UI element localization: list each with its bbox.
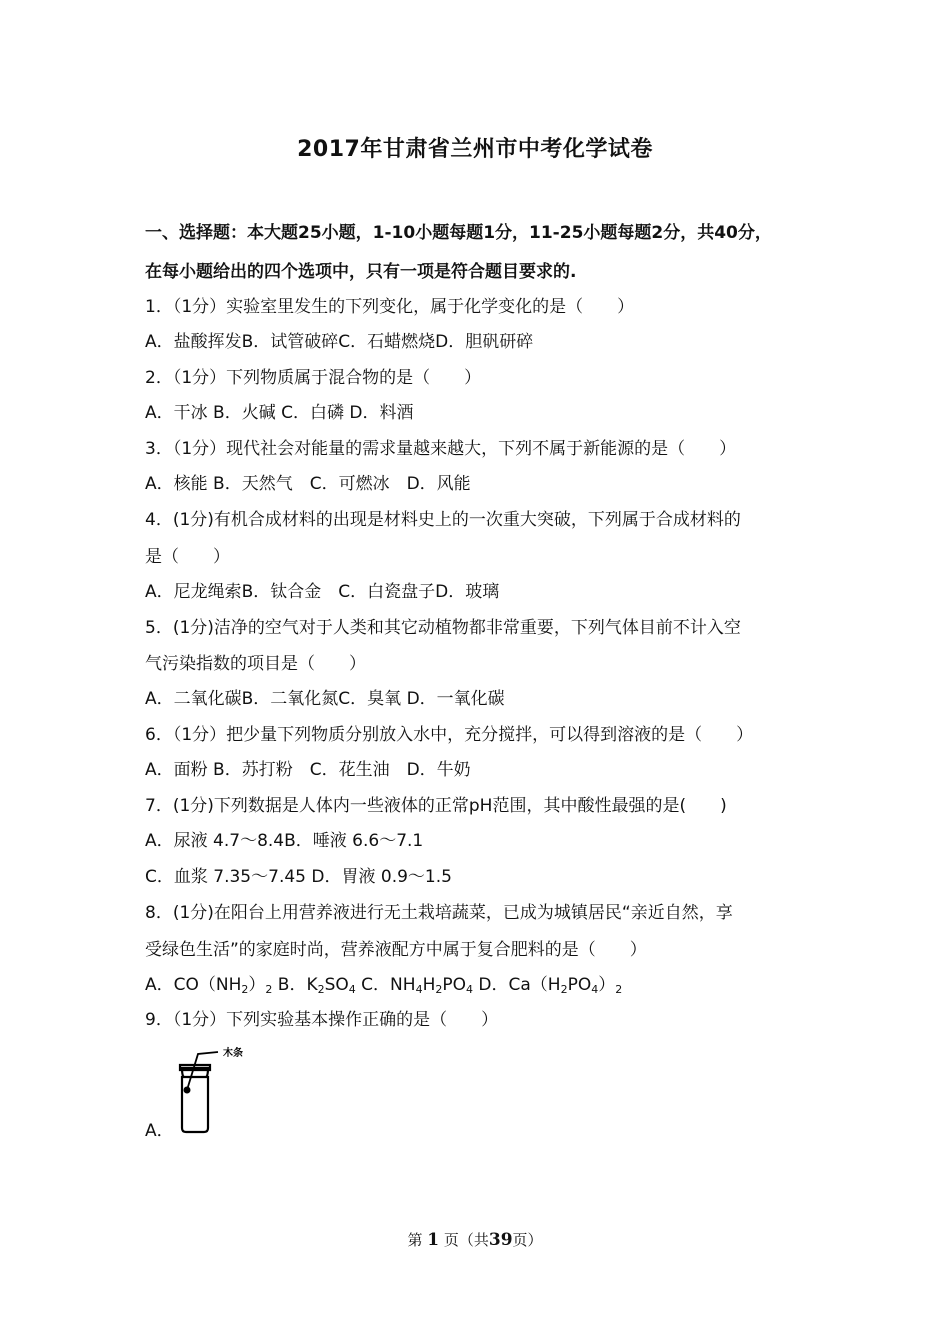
question-7-options-1: A．尿液 4.7～8.4B．唾液 6.6～7.1 bbox=[145, 831, 424, 851]
gas-bottle-figure bbox=[170, 1040, 260, 1140]
figure-label: 木条 bbox=[223, 1048, 243, 1059]
footer-prefix: 第 bbox=[407, 1231, 423, 1249]
question-5-line-2: 气污染指数的项目是（ ） bbox=[145, 654, 366, 674]
footer-suffix: 页） bbox=[512, 1231, 543, 1249]
question-7: 7．(1分)下列数据是人体内一些液体的正常pH范围，其中酸性最强的是( ) bbox=[145, 796, 727, 816]
section-heading-line-2: 在每小题给出的四个选项中，只有一项是符合题目要求的. bbox=[145, 262, 577, 282]
footer-middle: 页（共 bbox=[443, 1231, 489, 1249]
subscript: 2 bbox=[317, 983, 325, 996]
section-heading-line-1: 一、选择题：本大题25小题，1-10小题每题1分，11-25小题每题2分，共40分， bbox=[145, 223, 772, 243]
subscript: 2 bbox=[435, 983, 443, 996]
question-9: 9．（1分）下列实验基本操作正确的是（ ） bbox=[145, 1010, 499, 1030]
question-5-options: A．二氧化碳B．二氧化氮C．臭氧 D．一氧化碳 bbox=[145, 689, 505, 709]
question-4-options: A．尼龙绳索B．钛合金 C．白瓷盘子D．玻璃 bbox=[145, 582, 500, 602]
page-footer bbox=[0, 1229, 950, 1250]
option-d-text: D．Ca（H bbox=[473, 975, 561, 995]
subscript: 2 bbox=[615, 983, 623, 996]
question-5-line-1: 5．(1分)洁净的空气对于人类和其它动植物都非常重要，下列气体目前不计入空 bbox=[145, 618, 741, 638]
subscript: 4 bbox=[466, 983, 473, 996]
question-7-options-2: C．血浆 7.35～7.45 D．胃液 0.9～1.5 bbox=[145, 867, 452, 887]
subscript: 4 bbox=[348, 983, 356, 996]
question-8-options bbox=[145, 974, 622, 996]
question-2-options: A．干冰 B．火碱 C．白磷 D．料酒 bbox=[145, 403, 414, 423]
option-c-mid-1: H bbox=[422, 975, 436, 995]
footer-total-pages: 39 bbox=[488, 1230, 513, 1250]
page-title: 2017年甘肃省兰州市中考化学试卷 bbox=[297, 137, 653, 162]
question-9-option-a: A． bbox=[145, 1121, 174, 1141]
option-d-close: ） bbox=[598, 975, 616, 995]
question-8-line-1: 8．(1分)在阳台上用营养液进行无土栽培蔬菜，已成为城镇居民“亲近自然，享 bbox=[145, 903, 733, 923]
option-a-text: A．CO（NH bbox=[145, 975, 242, 995]
question-6-options: A．面粉 B．苏打粉 C．花生油 D．牛奶 bbox=[145, 760, 471, 780]
question-3: 3．（1分）现代社会对能量的需求量越来越大，下列不属于新能源的是（ ） bbox=[145, 439, 737, 459]
question-2: 2．（1分）下列物质属于混合物的是（ ） bbox=[145, 368, 482, 388]
question-1-options: A．盐酸挥发B．试管破碎C．石蜡燃烧D．胆矾研碎 bbox=[145, 332, 534, 352]
option-c-mid-2: PO bbox=[442, 975, 466, 995]
question-4-line-2: 是（ ） bbox=[145, 547, 230, 567]
footer-page-number: 1 bbox=[427, 1230, 440, 1250]
option-d-mid: PO bbox=[567, 975, 592, 995]
option-c-text: C．NH bbox=[355, 975, 416, 995]
subscript: 2 bbox=[265, 983, 273, 996]
subscript: 4 bbox=[591, 983, 599, 996]
question-4-line-1: 4．(1分)有机合成材料的出现是材料史上的一次重大突破，下列属于合成材料的 bbox=[145, 510, 741, 530]
subscript: 2 bbox=[241, 983, 249, 996]
question-3-options: A．核能 B．天然气 C．可燃冰 D．风能 bbox=[145, 474, 471, 494]
option-a-close: ） bbox=[248, 975, 266, 995]
subscript: 4 bbox=[415, 983, 423, 996]
option-b-mid: SO bbox=[324, 975, 349, 995]
question-6: 6．（1分）把少量下列物质分别放入水中，充分搅拌，可以得到溶液的是（ ） bbox=[145, 725, 754, 745]
question-8-line-2: 受绿色生活”的家庭时尚，营养液配方中属于复合肥料的是（ ） bbox=[145, 940, 647, 960]
option-b-text: B．K bbox=[272, 975, 318, 995]
subscript: 2 bbox=[560, 983, 568, 996]
question-1: 1．（1分）实验室里发生的下列变化，属于化学变化的是（ ） bbox=[145, 297, 635, 317]
